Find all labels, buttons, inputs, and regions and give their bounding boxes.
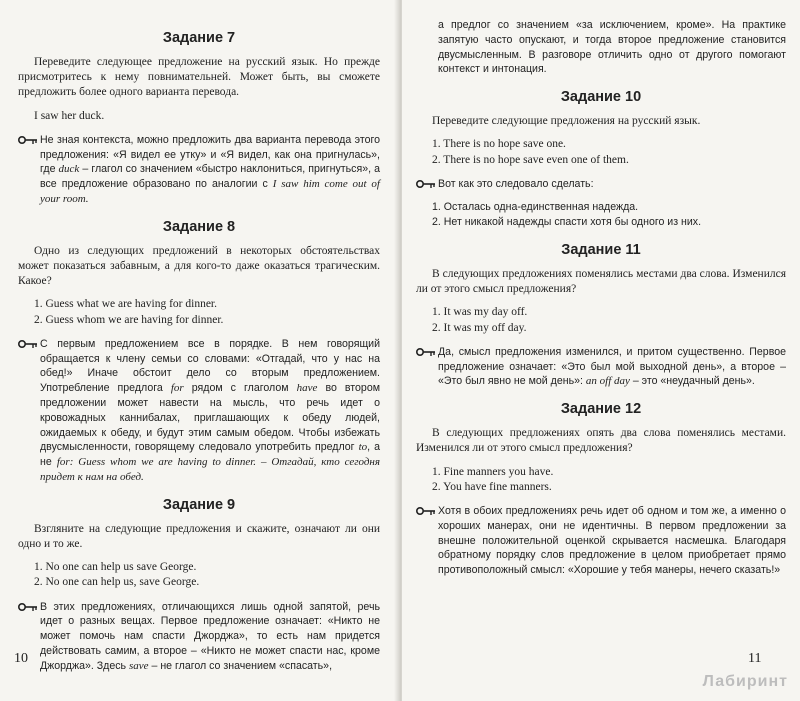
task8-answer-example: for: Guess whom we are having to dinner. – Отгадай, кто сегодня придет к нам на обед. <box>40 456 380 483</box>
task11-title: Задание 11 <box>561 242 641 258</box>
task9-instruction: Взгляните на следующие предложения и скажите, означают ли они одно и то же. <box>18 522 380 550</box>
task8-answer-text3: во втором предложении может навести на мысль, что речь идет о кровожадных каннибалах, приглашающих к обеду людей, ожидаемых к обеду, и будут этим самым обедом. Чтобы избежать двусмысленности, говорящему следовало употребить предлог <box>40 382 380 454</box>
task12-answer-text: Хотя в обоих предложениях речь идет об одном и том же, а именно о хороших манерах, они не идентичны. В первом предложении за внешне положительной оценкой скрывается насмешка. Благодаря обратному порядку слов предложение в целом приобретает прямо противоположный смысл: «Хорошие у тебя манеры, нечего сказать!» <box>438 505 786 577</box>
task11-instruction: В следующих предложениях поменялись местами два слова. Изменился ли от этого смысл предложения? <box>416 268 786 296</box>
task9-answer-text: В этих предложениях, отличающихся лишь одной запятой, речь идет о разных вещах. Первое предложение означает: «Никто не может помочь нам спасти Джорджа», то есть нам придется действовать самим, а второе – «Никто не может спасти нас, кроме Джорджа». Здесь <box>40 600 380 672</box>
left-page-content <box>18 18 380 674</box>
task8-answer-text2: рядом с глаголом <box>191 382 289 395</box>
task12-instruction: В следующих предложениях опять два слова поменялись местами. Изменился ли от этого смысл предложения? <box>416 427 786 455</box>
left-page <box>0 0 398 701</box>
right-page <box>402 0 800 701</box>
watermark-logo: Лабиринт <box>702 673 788 690</box>
task11-item-2: 2. It was my off day. <box>432 321 527 334</box>
key-icon <box>416 179 436 189</box>
task8-answer-for: for <box>170 382 184 395</box>
task7-instruction: Переведите следующее предложение на русский язык. Но прежде присмотритесь к нему повнимательней. Может быть, вы сможете предложить более одного варианта перевода. <box>18 56 380 99</box>
task8-item-2: 2. Guess whom we are having for dinner. <box>34 313 224 326</box>
key-icon <box>416 506 436 516</box>
task8-item-1: 1. Guess what we are having for dinner. <box>34 298 217 311</box>
task10-item-1: 1. There is no hope save one. <box>432 138 566 151</box>
task10-answer-intro: Вот как это следовало сделать: <box>438 177 594 190</box>
task10-answer <box>416 177 786 192</box>
task11-answer-text: Да, смысл предложения изменился, и притом существенно. Первое предложение означает: «Это был мой выходной день», а второе – «Это был явно не мой день»: <box>438 345 786 388</box>
key-icon <box>18 135 38 145</box>
task9-answer-text2: – не глагол со значением «спасать», <box>151 659 333 672</box>
task7-answer <box>18 133 380 207</box>
task9-answer <box>18 600 380 674</box>
key-icon <box>18 339 38 349</box>
task12-item-1: 1. Fine manners you have. <box>432 465 554 478</box>
task9-item-2: 2. No one can help us, save George. <box>34 576 200 589</box>
task8-answer-to: to <box>358 441 368 454</box>
task11-item-1: 1. It was my day off. <box>432 306 528 319</box>
task10-answer-2: 2. Нет никакой надежды спасти хотя бы одного из них. <box>432 215 702 228</box>
task7-title: Задание 7 <box>162 30 236 46</box>
task8-answer-text: С первым предложением все в порядке. В нем говорящий обращается к члену семьи со словами: «Отгадай, что у нас на обед!» Иначе обстоит дело со вторым предложением. Употребление предлога <box>40 337 380 395</box>
task8-instruction: Одно из следующих предложений в некоторых обстоятельствах может показаться забавным, а для кого-то даже оказаться трагическим. Какое? <box>18 244 380 288</box>
task12-title: Задание 12 <box>560 401 642 418</box>
task10-items <box>432 137 786 167</box>
task9-answer-save: save <box>128 659 149 672</box>
task11-answer <box>416 345 786 389</box>
task7-sentence: I saw her duck. <box>34 109 105 122</box>
task11-answer-example: an off day <box>585 375 630 388</box>
task7-answer-text2: – глагол со значением «быстро наклониться, пригнуться», а все предложение образовано по аналогии с <box>40 163 380 191</box>
page-number-right: 11 <box>748 651 762 666</box>
task8-answer <box>18 337 380 485</box>
task10-answers <box>432 200 786 230</box>
task8-title: Задание 8 <box>162 218 236 235</box>
task9-items <box>34 560 380 590</box>
key-icon <box>18 602 38 612</box>
task8-answer-text4: , а не <box>40 441 380 469</box>
task10-item-2: 2. There is no hope save even one of them. <box>432 153 629 166</box>
task8-items <box>34 297 380 327</box>
task9-answer-continuation: а предлог со значением «за исключением, кроме». На практике запятую часто опускают, и тогда второе предложение становится двусмысленным. В разговоре отличить одно от другого помогают контекст и интонация. <box>438 19 786 76</box>
task10-title: Задание 10 <box>560 89 642 106</box>
task8-answer-have: have <box>296 382 318 395</box>
task12-items <box>432 465 786 495</box>
key-icon <box>416 347 436 357</box>
task10-instruction: Переведите следующие предложения на русский язык. <box>432 115 701 128</box>
task9-item-1: 1. No one can help us save George. <box>34 561 197 574</box>
task7-answer-word: duck <box>58 163 80 176</box>
task7-answer-text: Не зная контекста, можно предложить два варианта перевода этого предложения: «Я видел ее утку» и «Я видел, как она пригнулась», где <box>40 133 380 176</box>
task9-title: Задание 9 <box>162 496 236 513</box>
page-number-left: 10 <box>14 651 28 666</box>
task7-answer-example: I saw him come out of your room. <box>40 178 380 205</box>
task11-answer-text2: – это «неудачный день». <box>632 375 755 388</box>
right-page-content <box>416 18 786 578</box>
task10-answer-1: 1. Осталась одна-единственная надежда. <box>432 200 639 213</box>
task12-answer <box>416 504 786 578</box>
task12-item-2: 2. You have fine manners. <box>432 480 552 493</box>
task11-items <box>432 305 786 335</box>
